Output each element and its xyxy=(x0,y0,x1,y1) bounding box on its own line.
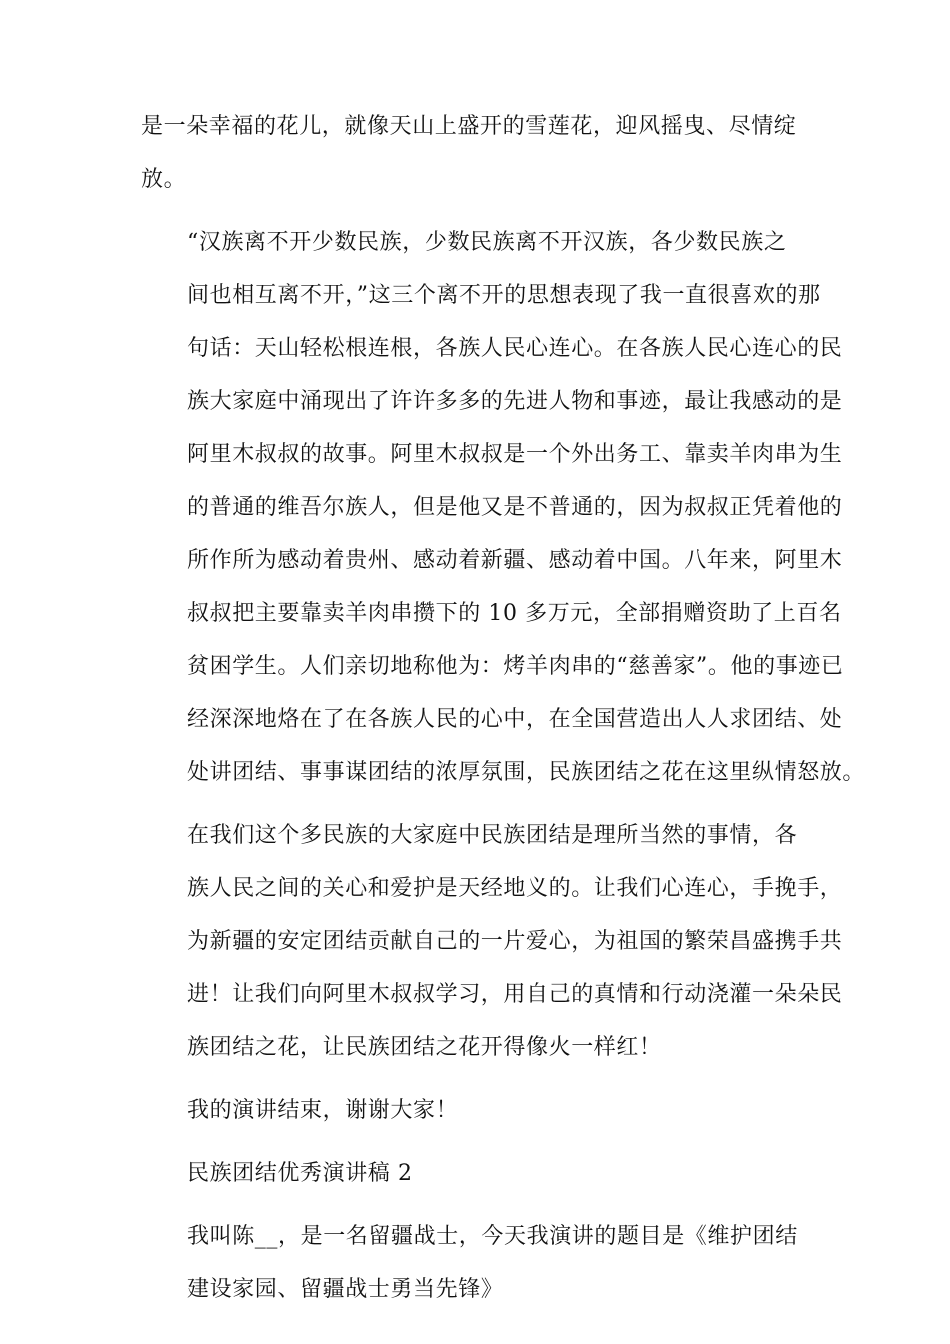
text-line: 的普通的维吾尔族人，但是他又是不普通的，因为叔叔正凭着他的 xyxy=(187,495,843,520)
paragraph xyxy=(141,809,843,1074)
text-line: 放。 xyxy=(141,167,187,192)
text-line: 间也相互离不开，”这三个离不开的思想表现了我一直很喜欢的那 xyxy=(187,283,821,308)
text-line: 阿里木叔叔的故事。阿里木叔叔是一个外出务工、靠卖羊肉串为生 xyxy=(187,442,843,467)
text-line: 我的演讲结束，谢谢大家！ xyxy=(187,1098,459,1123)
text-line: 贫困学生。人们亲切地称他为：烤羊肉串的“慈善家”。他的事迹已 xyxy=(187,654,844,679)
paragraph xyxy=(141,1210,831,1316)
text-line: 经深深地烙在了在各族人民的心中，在全国营造出人人求团结、处 xyxy=(187,707,843,732)
text-line: 族人民之间的关心和爱护是天经地义的。让我们心连心，手挽手， xyxy=(187,876,843,901)
text-line: 所作所为感动着贵州、感动着新疆、感动着中国。八年来，阿里木 xyxy=(187,548,843,573)
paragraph xyxy=(141,1147,831,1200)
text-line: 叔叔把主要靠卖羊肉串攒下的 10 多万元，全部捐赠资助了上百名 xyxy=(187,601,842,626)
text-line: 族大家庭中涌现出了许许多多的先进人物和事迹，最让我感动的是 xyxy=(187,389,843,414)
text-line: 族团结之花，让民族团结之花开得像火一样红！ xyxy=(187,1035,662,1060)
text-line: 是一朵幸福的花儿，就像天山上盛开的雪莲花，迎风摇曳、尽情绽 xyxy=(141,114,797,139)
text-line: 处讲团结、事事谋团结的浓厚氛围，民族团结之花在这里纵情怒放。 xyxy=(187,760,866,785)
text-line: “汉族离不开少数民族，少数民族离不开汉族，各少数民族之 xyxy=(187,230,787,255)
text-line: 民族团结优秀演讲稿 2 xyxy=(187,1161,413,1186)
text-line: 为新疆的安定团结贡献自己的一片爱心，为祖国的繁荣昌盛携手共 xyxy=(187,929,843,954)
text-line: 进！让我们向阿里木叔叔学习，用自己的真情和行动浇灌一朵朵民 xyxy=(187,982,843,1007)
paragraph xyxy=(141,100,831,206)
text-line: 我叫陈__，是一名留疆战士，今天我演讲的题目是《维护团结 xyxy=(187,1224,798,1249)
paragraph xyxy=(141,1084,831,1137)
text-line: 在我们这个多民族的大家庭中民族团结是理所当然的事情，各 xyxy=(187,823,798,848)
paragraph xyxy=(141,216,866,799)
text-line: 句话：天山轻松根连根，各族人民心连心。在各族人民心连心的民 xyxy=(187,336,843,361)
document-body xyxy=(141,100,866,1326)
text-line: 建设家园、留疆战士勇当先锋》 xyxy=(187,1277,504,1302)
